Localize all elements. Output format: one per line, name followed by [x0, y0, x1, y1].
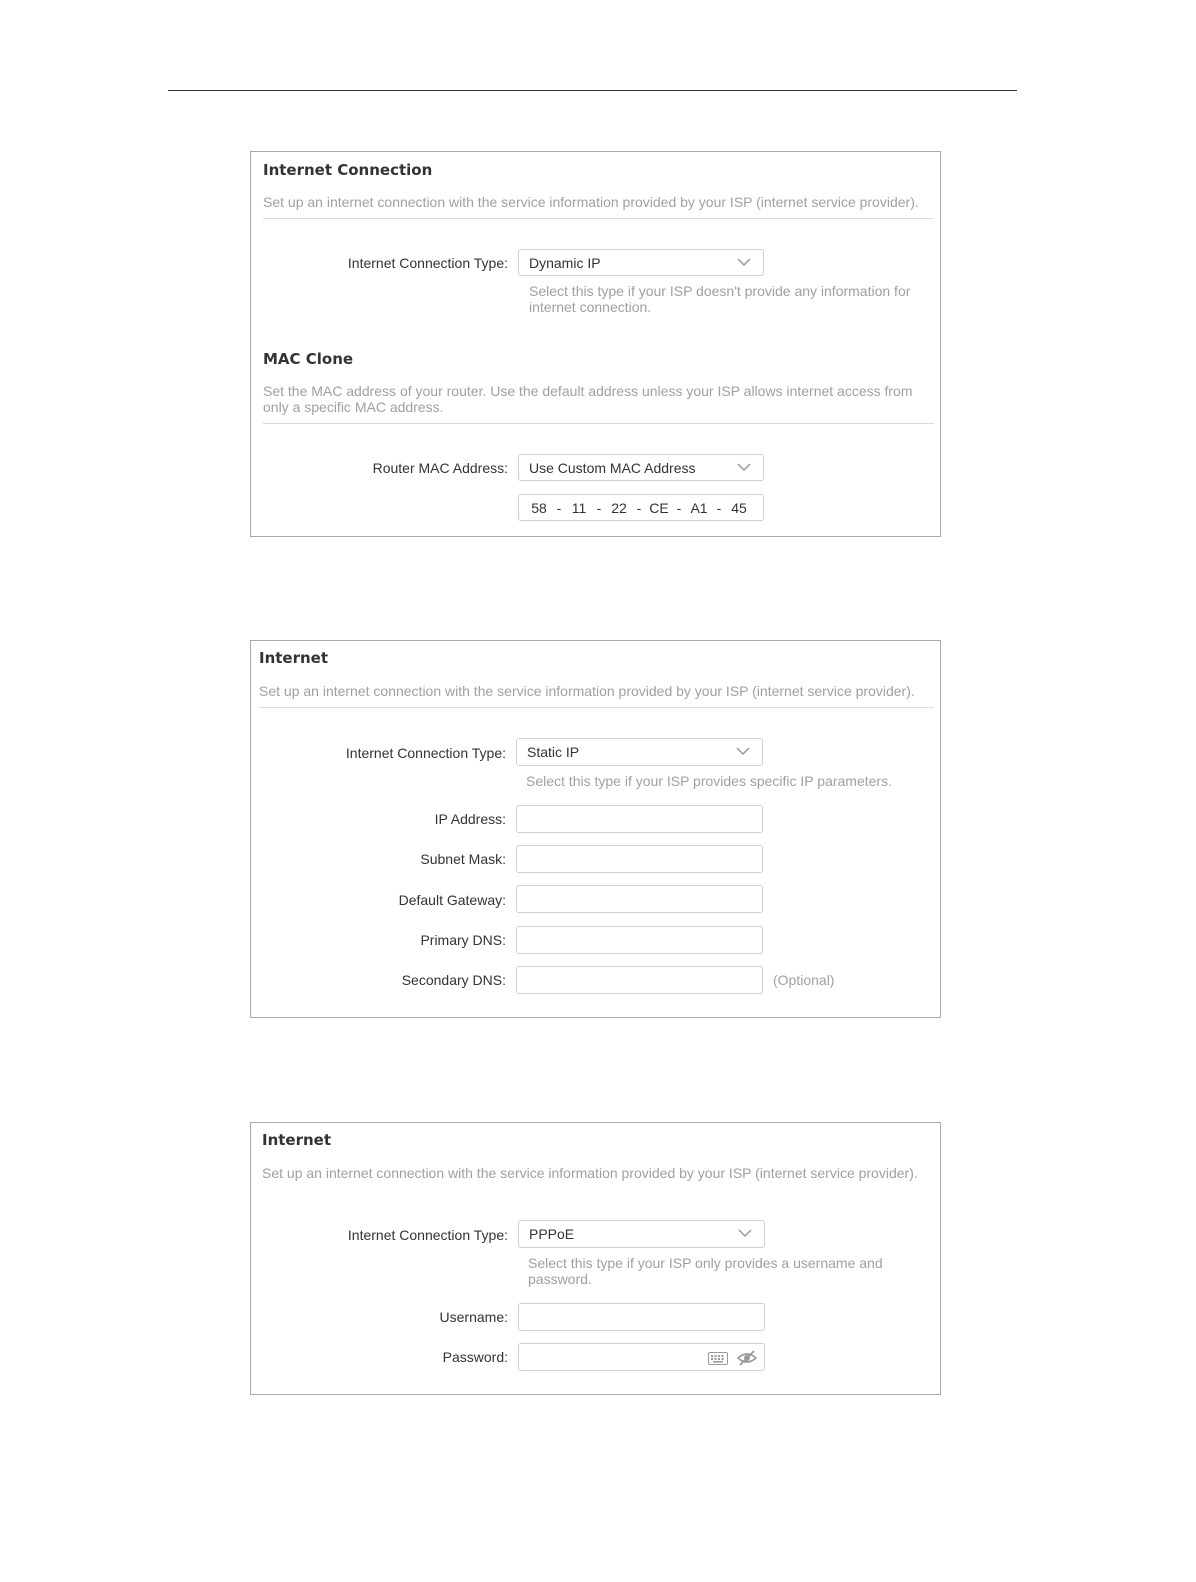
eye-slash-icon[interactable]: [736, 1349, 758, 1367]
mac-octet-2[interactable]: 11: [571, 500, 587, 516]
panel-description: Set up an internet connection with the service information provided by your ISP (internet service provider).: [259, 683, 915, 699]
password-input[interactable]: [518, 1343, 765, 1371]
mac-octet-6[interactable]: 45: [731, 500, 747, 516]
mac-separator: -: [636, 500, 642, 516]
secondary-dns-input[interactable]: [516, 966, 763, 994]
internet-static-ip-panel: [250, 640, 941, 1018]
connection-type-label: Internet Connection Type:: [347, 255, 508, 271]
section-divider: [259, 707, 934, 708]
internet-connection-panel: [250, 151, 941, 537]
mac-separator: -: [556, 500, 562, 516]
chevron-down-icon: [738, 1228, 752, 1238]
connection-type-hint: Select this type if your ISP provides specific IP parameters.: [526, 773, 892, 789]
panel-title: Internet: [262, 1131, 332, 1149]
connection-type-select[interactable]: [518, 1220, 765, 1248]
mac-separator: -: [596, 500, 602, 516]
section-divider: [263, 218, 934, 219]
router-mac-select[interactable]: [518, 454, 764, 481]
secondary-dns-label: Secondary DNS:: [401, 972, 506, 988]
mac-octet-1[interactable]: 58: [531, 500, 547, 516]
panel-title: Internet Connection: [263, 161, 433, 179]
connection-type-value: Dynamic IP: [529, 255, 601, 271]
subnet-mask-input[interactable]: [516, 845, 763, 873]
primary-dns-input[interactable]: [516, 926, 763, 954]
ip-address-label: IP Address:: [434, 811, 506, 827]
router-mac-value: Use Custom MAC Address: [529, 460, 696, 476]
panel-title: Internet: [259, 649, 329, 667]
chevron-down-icon: [737, 462, 751, 472]
mac-octet-4[interactable]: CE: [649, 500, 669, 516]
custom-mac-input[interactable]: [518, 494, 764, 521]
connection-type-value: Static IP: [527, 744, 580, 760]
primary-dns-label: Primary DNS:: [420, 932, 506, 948]
subnet-mask-label: Subnet Mask:: [420, 851, 506, 867]
password-label: Password:: [442, 1349, 508, 1365]
username-input[interactable]: [518, 1303, 765, 1331]
connection-type-hint: Select this type if your ISP doesn't provide any information for internet connection.: [529, 283, 911, 315]
optional-note: (Optional): [773, 972, 835, 988]
ip-address-input[interactable]: [516, 805, 763, 833]
internet-pppoe-panel: [250, 1122, 941, 1395]
section-divider: [263, 423, 934, 424]
mac-octet-5[interactable]: A1: [690, 500, 708, 516]
keyboard-icon[interactable]: [708, 1352, 728, 1365]
connection-type-label: Internet Connection Type:: [345, 745, 506, 761]
connection-type-value: PPPoE: [529, 1226, 575, 1242]
page-header-rule: [168, 90, 1017, 91]
mac-clone-title: MAC Clone: [263, 350, 354, 368]
connection-type-hint: Select this type if your ISP only provides a username and password.: [528, 1255, 883, 1287]
default-gateway-label: Default Gateway:: [398, 892, 506, 908]
panel-description: Set up an internet connection with the service information provided by your ISP (internet service provider).: [262, 1165, 918, 1181]
connection-type-select[interactable]: [516, 738, 763, 766]
mac-clone-description: Set the MAC address of your router. Use the default address unless your ISP allows internet access from only a specific MAC address.: [263, 383, 913, 415]
panel-description: Set up an internet connection with the service information provided by your ISP (internet service provider).: [263, 194, 919, 210]
chevron-down-icon: [736, 746, 750, 756]
mac-separator: -: [676, 500, 682, 516]
chevron-down-icon: [737, 257, 751, 267]
connection-type-label: Internet Connection Type:: [347, 1227, 508, 1243]
connection-type-select[interactable]: [518, 249, 764, 276]
mac-separator: -: [716, 500, 722, 516]
default-gateway-input[interactable]: [516, 885, 763, 913]
username-label: Username:: [439, 1309, 508, 1325]
mac-octet-3[interactable]: 22: [611, 500, 627, 516]
router-mac-label: Router MAC Address:: [372, 460, 508, 476]
